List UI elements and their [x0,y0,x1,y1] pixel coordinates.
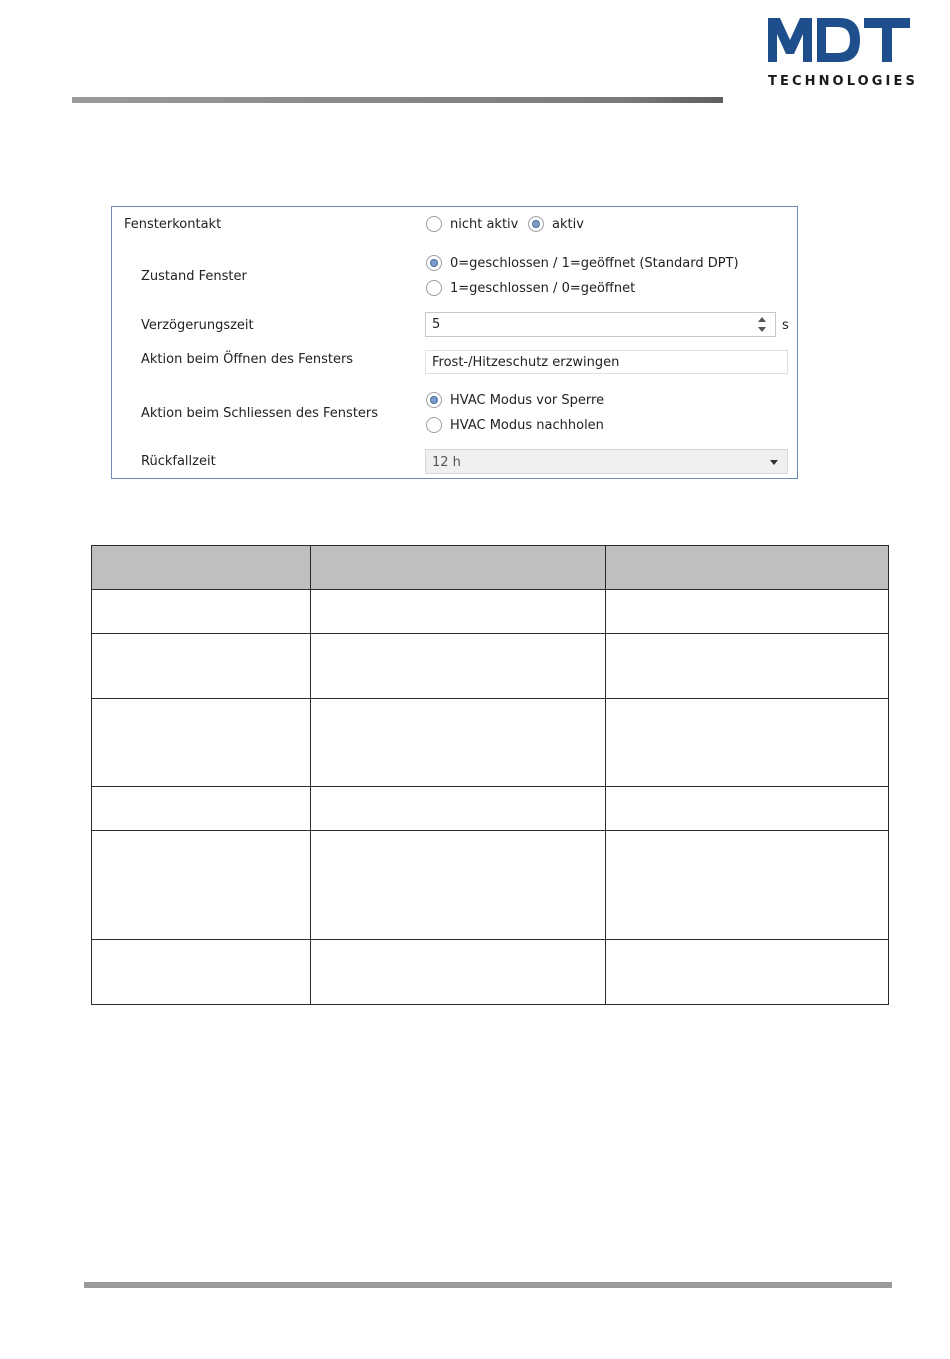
table-cell [92,940,311,1005]
verzoegerungszeit-unit: s [782,318,789,333]
spin-up-icon[interactable] [758,317,766,322]
table-cell [311,787,606,831]
radio-hvac-nachholen[interactable] [426,417,442,433]
table-header-cell [606,546,889,590]
mdt-logo-mark [768,16,913,66]
aktion-oeffnen-value: Frost-/Hitzeschutz erzwingen [432,355,620,370]
spinner-icon[interactable] [757,315,767,335]
option-hvac-vor-sperre[interactable]: HVAC Modus vor Sperre [450,393,605,408]
table-cell [311,699,606,787]
option-nicht-aktiv[interactable]: nicht aktiv [450,217,519,232]
table-header-row [92,546,889,590]
option-hvac-nachholen[interactable]: HVAC Modus nachholen [450,418,604,433]
parameter-table [91,545,889,1005]
option-zustand-standard[interactable]: 0=geschlossen / 1=geöffnet (Standard DPT) [450,256,739,271]
table-row [92,634,889,699]
table-cell [606,699,889,787]
rueckfallzeit-label: Rückfallzeit [141,454,216,469]
radio-hvac-vor-sperre[interactable] [426,392,442,408]
table-cell [311,831,606,940]
mdt-logo [768,16,918,92]
aktion-oeffnen-field[interactable] [425,350,788,374]
table-cell [92,634,311,699]
option-aktiv[interactable]: aktiv [552,217,584,232]
table-header-cell [311,546,606,590]
table-cell [606,590,889,634]
radio-aktiv[interactable] [528,216,544,232]
header-divider [72,97,723,103]
table-cell [606,831,889,940]
rueckfallzeit-select[interactable] [425,449,788,474]
table-header-cell [92,546,311,590]
window-contact-settings-panel [111,206,798,479]
table-cell [92,787,311,831]
table-cell [311,590,606,634]
table-row [92,831,889,940]
radio-zustand-standard[interactable] [426,255,442,271]
table-cell [92,831,311,940]
table-row [92,699,889,787]
table-row [92,787,889,831]
table-cell [92,699,311,787]
chevron-down-icon[interactable] [770,460,778,465]
logo-tagline: TECHNOLOGIES [768,74,918,89]
option-zustand-invertiert[interactable]: 1=geschlossen / 0=geöffnet [450,281,636,296]
table-cell [311,634,606,699]
spin-down-icon[interactable] [758,327,766,332]
fensterkontakt-label: Fensterkontakt [124,217,222,232]
table-cell [92,590,311,634]
table-cell [311,940,606,1005]
radio-zustand-invertiert[interactable] [426,280,442,296]
table-cell [606,634,889,699]
radio-nicht-aktiv[interactable] [426,216,442,232]
table-row [92,590,889,634]
aktion-oeffnen-label: Aktion beim Öffnen des Fensters [141,352,354,367]
verzoegerungszeit-value: 5 [432,317,441,332]
verzoegerungszeit-label: Verzögerungszeit [141,318,254,333]
footer-divider [84,1282,892,1288]
table-cell [606,940,889,1005]
table-cell [606,787,889,831]
aktion-schliessen-label: Aktion beim Schliessen des Fensters [141,406,379,421]
rueckfallzeit-value: 12 h [432,455,461,470]
table-row [92,940,889,1005]
zustand-fenster-label: Zustand Fenster [141,269,247,284]
verzoegerungszeit-input[interactable] [425,312,776,337]
